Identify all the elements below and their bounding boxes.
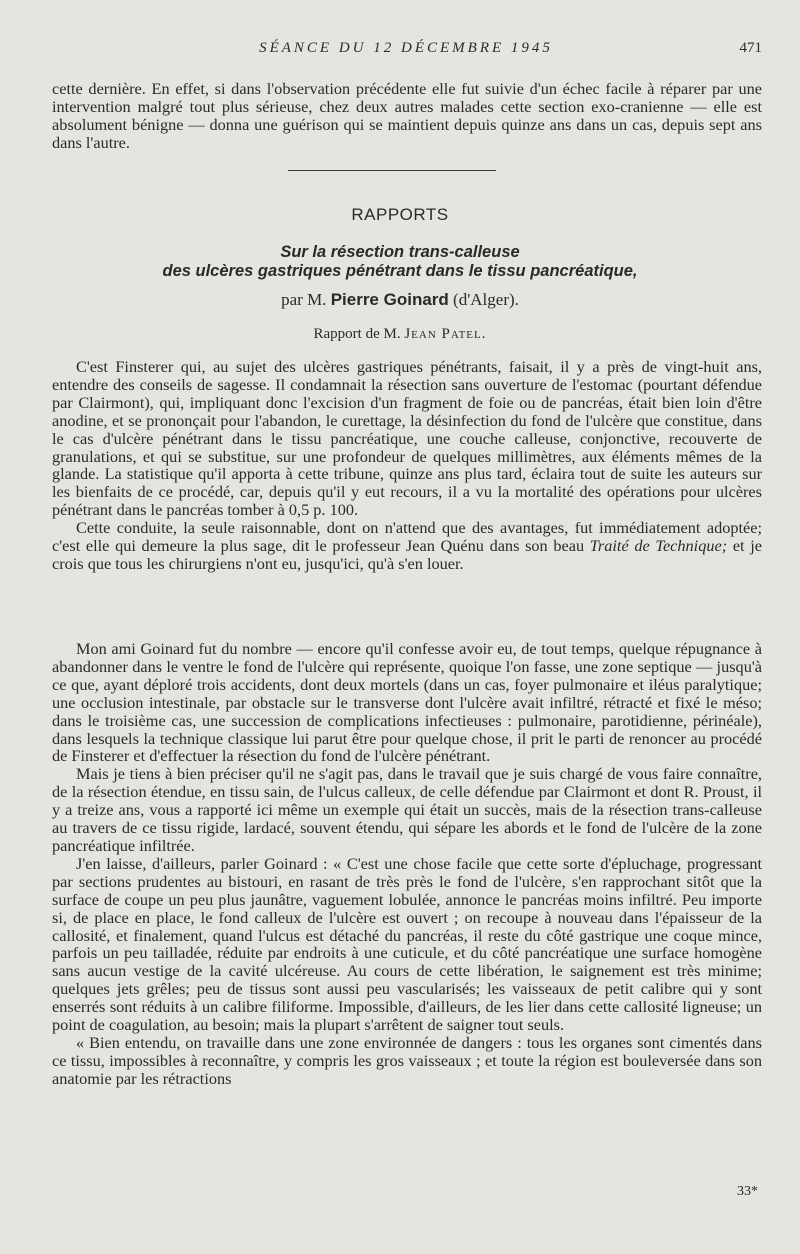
byline-suffix: (d'Alger). — [453, 290, 519, 309]
body-paragraph: C'est Finsterer qui, au sujet des ulcères gastriques pénétrants, faisait, il y a près de vingt-huit ans, entendre des conseils de sagesse. Il condamnait la résection sans ouverture de l'estomac (pourtant défendue par Clairmont), qui, impliquant donc l'excision d'un fragment de foie ou de pancréas, était bien loin d'être anodine, et se prononçait pour l'abandon, le curettage, la désinfection du fond de l'ulcère que constitue, dans le cas d'ulcère pénétrant dans le tissu pancréatique, une couche calleuse, conjonctive, recouverte de granulations, et qui se substitue, sur une profondeur de quelques millimètres, aux éléments mêmes de la glande. La statistique qu'il apporta à cette tribune, quinze ans plus tard, éclaira tout de suite les auteurs sur les bienfaits de ce procédé, car, depuis qu'il y eut recours, il a vu la mortalité des opérations pour ulcères pénétrant dans le pancréas tomber à 0,5 p. 100. — [52, 357, 762, 520]
section-divider — [288, 170, 496, 171]
body-paragraph: « Bien entendu, on travaille dans une zone environnée de dangers : tous les organes sont cimentés dans ce tissu, impossibles à reconnaître, y compris les gros vaisseaux ; et toute la région est bouleversée dans son anatomie par les rétractions — [52, 1032, 762, 1088]
intro-paragraph: cette dernière. En effet, si dans l'observation précédente elle fut suivie d'un échec facile à réparer par une intervention malgré tout plus sérieuse, chez deux autres malades cette section exo-cranienne — elle est absolument bénigne — donna une guérison qui se maintient depuis quinze ans dans un cas, depuis sept ans dans l'autre. — [52, 79, 762, 152]
byline — [0, 290, 800, 310]
article-title-line-2: des ulcères gastriques pénétrant dans le tissu pancréatique, — [162, 262, 638, 280]
report-prefix: Rapport de M. — [313, 326, 401, 342]
report-author: Jean Patel. — [404, 326, 487, 342]
book-title: Traité de Technique; — [589, 536, 728, 556]
header-title: SÉANCE DU 12 DÉCEMBRE 1945 — [259, 40, 553, 56]
text-span: et je crois que tous les chirurgiens n'ont eu, jusqu'ici, qu'à s'en louer. — [52, 536, 762, 573]
text-span: Cette conduite, la seule raisonnable, dont on n'attend que des avantages, fut immédiatement adoptée; c'est elle qui demeure la plus sage, dit le professeur Jean Quénu dans son beau — [52, 518, 762, 556]
byline-author: Pierre Goinard — [330, 290, 449, 309]
body-block-2 — [52, 640, 762, 1088]
report-line — [0, 326, 800, 343]
intro-paragraph-block — [52, 80, 762, 152]
body-paragraph: Mon ami Goinard fut du nombre — encore qu'il confesse avoir eu, de tout temps, quelque répugnance à abandonner dans le ventre le fond de l'ulcère qui représente, quoique l'on fasse, une zone septique — jusqu'à ce que, ayant déploré trois accidents, dont deux mortels (dans un cas, foyer pulmonaire et iléus paralytique; une occlusion intestinale, par obstacle sur le transverse dont l'ulcère avait infiltré, rétracté et fixé le méso; dans le troisième cas, une succession de complications infectieuses : pulmonaire, parotidienne, périnéale), dans lesquels la technique classique lui parut être pour quelque chose, il prit le parti de renoncer au procédé de Finsterer et d'effectuer la résection du fond de l'ulcère pénétrant. — [52, 639, 762, 766]
running-header — [50, 40, 762, 64]
body-paragraph: J'en laisse, d'ailleurs, parler Goinard : « C'est une chose facile que cette sorte d'épluchage, progressant par sections prudentes au bistouri, en rasant de très près le fond de l'ulcère, s'en rapprochant sitôt que la surface de coupe un peu plus jaunâtre, vaguement lobulée, annonce le pancréas moins infiltré. Peu importe si, de place en place, le fond calleux de l'ulcère est ouvert ; on recoupe à nouveau dans l'épaisseur de la callosité, et finalement, quand l'ulcus est détaché du pancréas, il reste du côté gastrique une coque mince, parfois un peu tailladée, réduite par endroits à une cuticule, et du côté pancréatique une surface homogène sans aucun vestige de la cavité ulcéreuse. Au cours de cette libération, le saignement est très minime; quelques jets grêles; peu de tissus sont aussi peu vascularisés; les vaisseaux de petit calibre qui y sont enserrés sont réduits à un calibre filiforme. Impossible, d'ailleurs, de les lier dans cette callosité ligneuse; un point de coagulation, au besoin; mais la plupart s'arrêtent de saigner tout seuls. — [52, 853, 762, 1035]
body-paragraph: Mais je tiens à bien préciser qu'il ne s'agit pas, dans le travail que je suis chargé de vous faire connaître, de la résection étendue, en tissu sain, de l'ulcus calleux, de celle défendue par Clairmont et dont R. Proust, il y a treize ans, vous a rapporté ici même un exemple qui était un succès, mais de la résection trans-calleuse au travers de ce tissu rigide, lardacé, souvent étendu, qui sépare les abords et le fond de l'ulcère de la zone pancréatique infiltrée. — [52, 764, 762, 855]
body-block-1 — [52, 358, 762, 573]
page-number: 471 — [739, 40, 762, 56]
byline-prefix: par M. — [281, 290, 327, 309]
article-title-line-1: Sur la résection trans-calleuse — [280, 243, 520, 261]
signature-mark: 33* — [737, 1184, 758, 1199]
section-title: RAPPORTS — [351, 205, 449, 224]
body-paragraph — [52, 519, 762, 573]
